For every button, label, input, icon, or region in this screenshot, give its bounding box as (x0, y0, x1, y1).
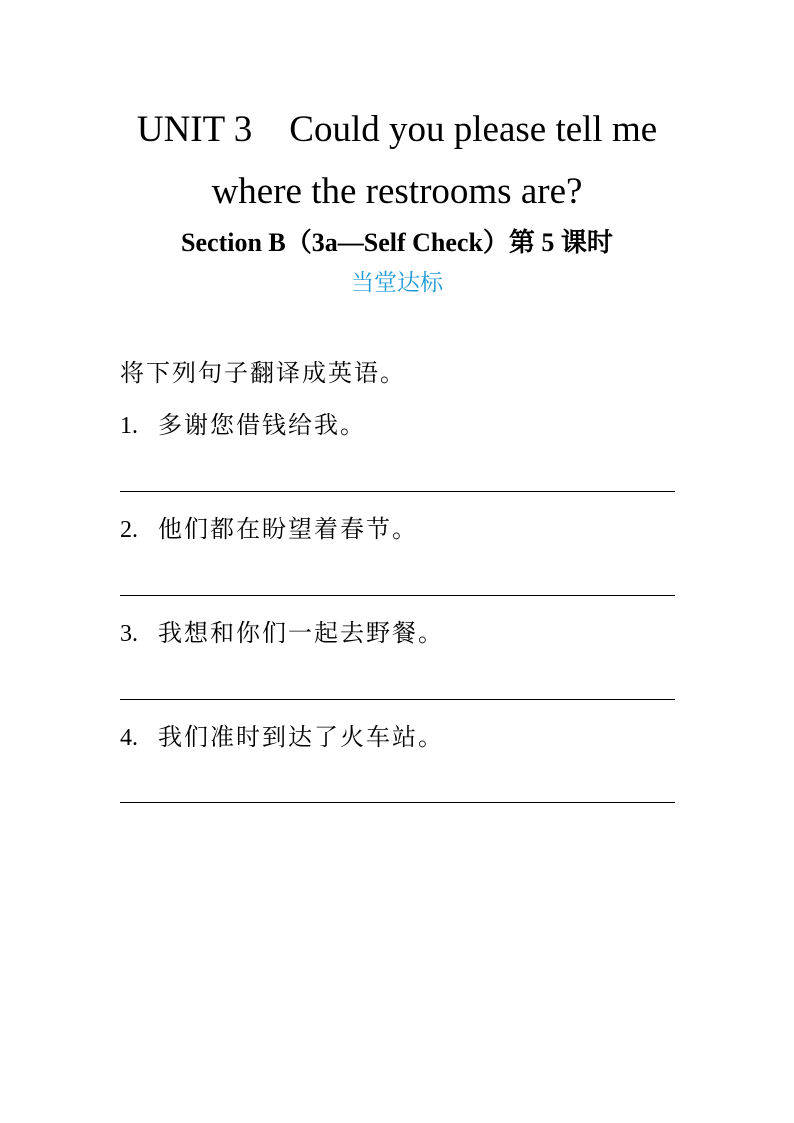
unit-title-line-2: where the restrooms are? (211, 171, 583, 212)
question-text: 多谢您借钱给我。 (158, 411, 366, 439)
answer-line-3[interactable] (120, 699, 675, 700)
section-tag: 当堂达标 (351, 270, 443, 296)
question-number: 2. (120, 517, 138, 543)
question-4 (120, 720, 444, 755)
question-number: 1. (120, 413, 138, 439)
question-3 (120, 616, 444, 651)
answer-line-2[interactable] (120, 595, 675, 596)
question-2 (120, 512, 418, 547)
instruction-text: 将下列句子翻译成英语。 (120, 359, 406, 387)
question-number: 4. (120, 725, 138, 751)
answer-line-1[interactable] (120, 491, 675, 492)
question-text: 他们都在盼望着春节。 (158, 515, 418, 543)
question-text: 我们准时到达了火车站。 (158, 723, 444, 751)
question-number: 3. (120, 621, 138, 647)
question-1 (120, 408, 366, 443)
answer-line-4[interactable] (120, 802, 675, 803)
question-text: 我想和你们一起去野餐。 (158, 619, 444, 647)
section-subtitle: Section B（3a—Self Check）第 5 课时 (181, 228, 613, 257)
unit-title-line-1: UNIT 3 Could you please tell me (136, 109, 658, 150)
